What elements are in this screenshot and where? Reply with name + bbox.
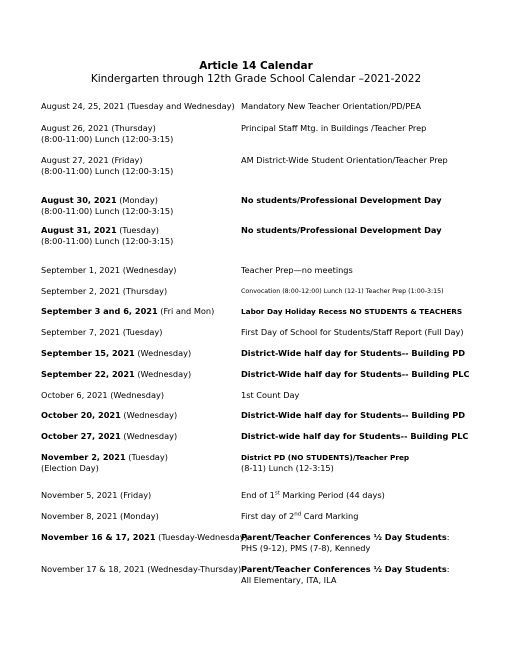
time-text: (8:00-11:00) Lunch (12:00-3:15) [41, 236, 174, 246]
event-cell: No students/Professional Development Day [241, 195, 442, 205]
date-cell [41, 410, 236, 421]
event-cell: District-wide half day for Students-- Building PLC [241, 431, 469, 441]
date-cell [41, 155, 236, 177]
event-text: Parent/Teacher Conferences ½ Day Students [241, 532, 447, 542]
event-detail-text: (8-11) Lunch (12-3:15) [241, 463, 334, 473]
date-cell: September 7, 2021 (Tuesday) [41, 327, 163, 337]
document-title: Article 14 Calendar [199, 60, 313, 72]
date-bold-text: August 30, 2021 [41, 195, 117, 205]
time-text: (8:00-11:00) Lunch (12:00-3:15) [41, 166, 174, 176]
event-cell: District-Wide half day for Students-- Building PD [241, 348, 466, 358]
event-cell: Convocation (8:00-12:00) Lunch (12-1) Teacher Prep (1:00-3:15) [241, 288, 444, 295]
date-cell: November 5, 2021 (Friday) [41, 490, 152, 500]
day-text: (Tuesday) [125, 452, 168, 462]
date-bold-text: October 20, 2021 [41, 410, 121, 420]
day-text: (Monday) [116, 195, 158, 205]
event-cell: District-Wide half day for Students-- Building PD [241, 410, 466, 420]
date-text: August 24, 25, 2021 (Tuesday and Wednesday) [41, 101, 235, 111]
day-text: (Tuesday-Wednesday) [155, 532, 248, 542]
event-cell: Principal Staff Mtg. in Buildings /Teacher Prep [241, 123, 427, 133]
event-cell: Mandatory New Teacher Orientation/PD/PEA [241, 101, 422, 111]
date-cell [41, 225, 236, 247]
event-detail-text: PHS (9-12), PMS (7-8), Kennedy [241, 543, 371, 553]
event-cell: Parent/Teacher Conferences ½ Day Students: All Elementary, ITA, ILA [241, 564, 506, 586]
date-text: August 27, 2021 (Friday) [41, 155, 143, 165]
date-cell [41, 348, 236, 359]
event-cell: Teacher Prep—no meetings [241, 265, 353, 275]
event-cell: Parent/Teacher Conferences ½ Day Students: PHS (9-12), PMS (7-8), Kennedy [241, 532, 506, 554]
date-cell [41, 431, 236, 442]
date-bold-text: September 3 and 6, 2021 [41, 306, 158, 316]
event-cell: Labor Day Holiday Recess NO STUDENTS & TEACHERS [241, 307, 463, 316]
event-cell: 1st Count Day [241, 390, 300, 400]
date-cell [41, 195, 236, 217]
date-cell: September 2, 2021 (Thursday) [41, 286, 168, 296]
day-text: (Fri and Mon) [157, 306, 215, 316]
event-detail-text: All Elementary, ITA, ILA [241, 575, 337, 585]
date-cell: September 1, 2021 (Wednesday) [41, 265, 177, 275]
date-bold-text: November 16 & 17, 2021 [41, 532, 156, 542]
day-text: (Wednesday) [120, 410, 178, 420]
date-bold-text: September 22, 2021 [41, 369, 135, 379]
date-cell: October 6, 2021 (Wednesday) [41, 390, 165, 400]
date-cell [41, 532, 248, 543]
date-bold-text: October 27, 2021 [41, 431, 121, 441]
day-text: (Tuesday) [116, 225, 159, 235]
time-text: (8:00-11:00) Lunch (12:00-3:15) [41, 206, 174, 216]
date-cell: November 17 & 18, 2021 (Wednesday-Thursday) [41, 564, 242, 574]
event-cell [241, 452, 506, 474]
date-cell [41, 306, 236, 317]
date-text: August 26, 2021 (Thursday) [41, 123, 156, 133]
date-bold-text: August 31, 2021 [41, 225, 117, 235]
date-bold-text: November 2, 2021 [41, 452, 126, 462]
event-cell: District-Wide half day for Students-- Building PLC [241, 369, 470, 379]
event-cell: AM District-Wide Student Orientation/Teacher Prep [241, 155, 448, 165]
time-text: (8:00-11:00) Lunch (12:00-3:15) [41, 134, 174, 144]
event-text: Parent/Teacher Conferences ½ Day Students [241, 564, 447, 574]
event-cell: First Day of School for Students/Staff Report (Full Day) [241, 327, 464, 337]
event-text: District PD (NO STUDENTS)/Teacher Prep [241, 453, 410, 462]
date-cell [41, 369, 236, 380]
document-subtitle: Kindergarten through 12th Grade School Calendar –2021-2022 [90, 73, 422, 85]
date-cell [41, 123, 236, 145]
note-text: (Election Day) [41, 463, 99, 473]
date-bold-text: September 15, 2021 [41, 348, 135, 358]
day-text: (Wednesday) [120, 431, 178, 441]
date-cell: November 8, 2021 (Monday) [41, 511, 159, 521]
date-cell [41, 452, 236, 474]
event-cell: First day of 2nd Card Marking [241, 511, 359, 521]
event-cell: No students/Professional Development Day [241, 225, 442, 235]
day-text: (Wednesday) [134, 369, 192, 379]
day-text: (Wednesday) [134, 348, 192, 358]
event-cell: End of 1st Marking Period (44 days) [241, 490, 385, 500]
date-cell [41, 101, 236, 112]
